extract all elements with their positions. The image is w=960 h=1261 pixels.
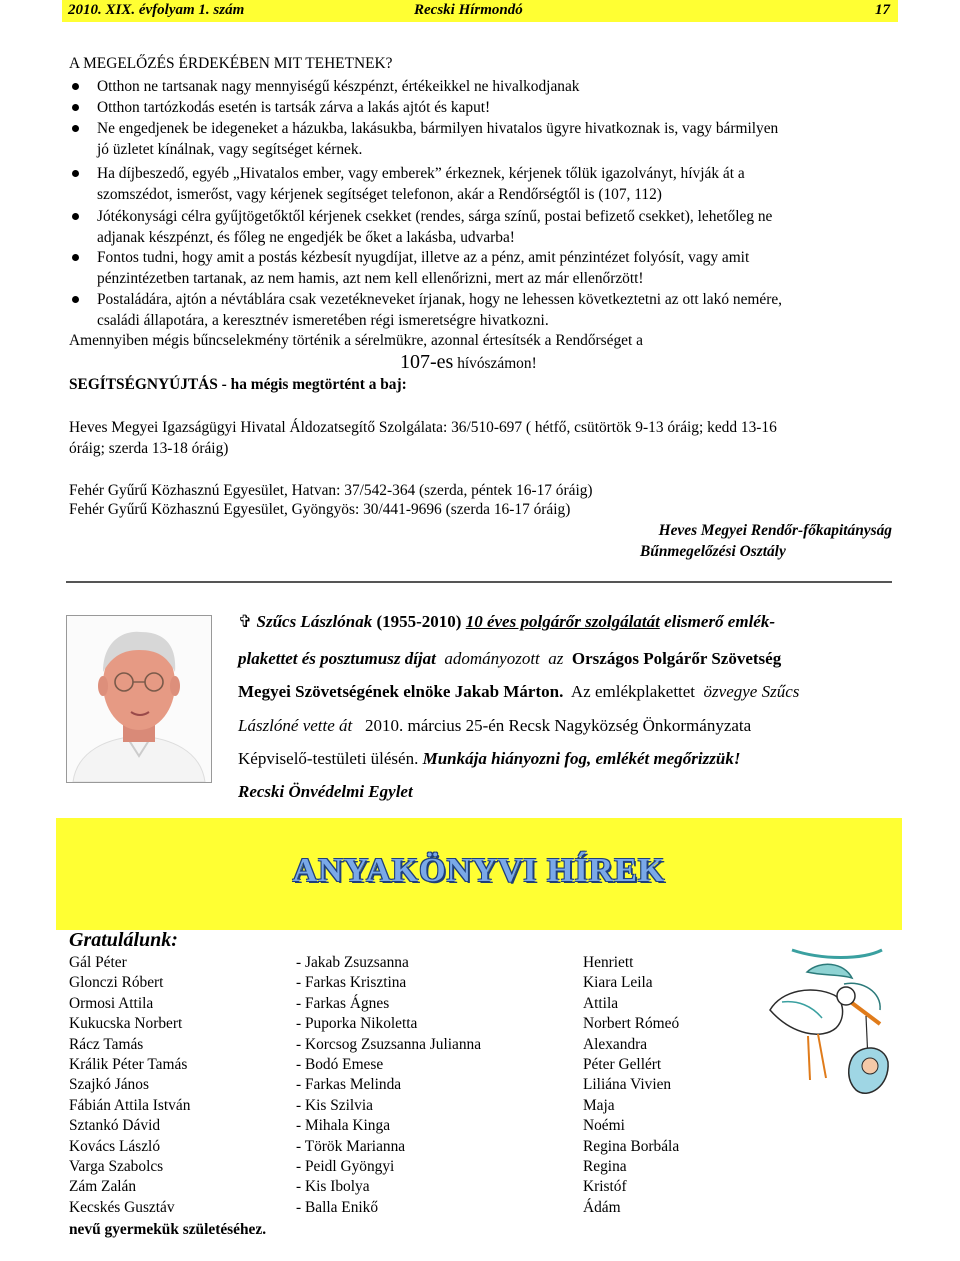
child-name: Kiara Leila (583, 974, 653, 992)
prevention-bullet-text: Ne engedjenek be idegeneket a házukba, lakásukba, bármilyen hivatalos ügyre hivatkoznak is, vagy bármilyen (97, 120, 779, 137)
child-name: Maja (583, 1096, 615, 1114)
memorial-text: Megyei Szövetségének elnöke Jakab Márton. (238, 682, 564, 701)
bullet-icon (72, 104, 79, 111)
stork-icon (752, 940, 892, 1110)
prevention-bullet-text: adjanak készpénzt, és főleg ne engedjék be őket a lakásba, udvarba! (97, 229, 515, 246)
organization-name: Országos Polgárőr Szövetség (571, 649, 782, 668)
prevention-bullet-text: családi állapotára, a keresztnév ismeretében régi ismeretségre hivatkozni. (97, 312, 549, 329)
mothers-column (296, 953, 481, 1218)
crime-notice: Amennyiben mégis bűncselekmény történik a sérelmükre, azonnal értesítsék a Rendőrséget a (69, 332, 643, 349)
memorial-line-1 (238, 612, 775, 632)
child-name: Regina Borbála (583, 1137, 680, 1155)
memorial-text: az (548, 649, 564, 668)
memorial-text: Képviselő-testületi ülésén. (238, 749, 419, 768)
father-name: Fábián Attila István (69, 1096, 191, 1114)
child-name: Péter Gellért (583, 1056, 662, 1074)
help-line: Fehér Gyűrű Közhasznú Egyesület, Gyöngyös: 30/441-9696 (szerda 16-17 óráig) (69, 501, 571, 518)
honoree-name: Szűcs Lászlónak (256, 612, 373, 631)
bullet-icon (72, 125, 79, 132)
mother-name: - Bodó Emese (296, 1056, 384, 1074)
father-name: Varga Szabolcs (69, 1158, 164, 1176)
father-name: Sztankó Dávid (69, 1117, 161, 1135)
father-name: Rácz Tamás (69, 1035, 144, 1053)
bullet-icon (72, 213, 79, 220)
memorial-line-4 (238, 716, 751, 736)
mother-name: - Török Marianna (296, 1137, 406, 1155)
prevention-bullet-text: Postaládára, ajtón a névtáblára csak vezetékneveket írjanak, hogy ne lehessen következtetni az ott lakó nemére, (97, 291, 783, 308)
prevention-bullet-text: pénzintézetben tartanak, az nem hamis, azt nem kell ellenőrizni, mert az már ellenőrzött! (97, 270, 644, 287)
child-name: Alexandra (583, 1035, 648, 1053)
help-title: SEGÍTSÉGNYÚJTÁS - ha mégis megtörtént a baj: (69, 376, 407, 393)
congratulations-heading: Gratulálunk: (69, 929, 178, 951)
children-column (583, 953, 679, 1218)
help-line: óráig; szerda 13-18 óráig) (69, 440, 229, 457)
fathers-column (69, 953, 190, 1218)
memorial-text: plakettet és posztumusz díjat (238, 649, 436, 668)
bullet-icon (72, 254, 79, 261)
child-name: Noémi (583, 1117, 625, 1135)
child-name: Attila (583, 994, 619, 1012)
mother-name: - Kis Ibolya (296, 1178, 370, 1196)
father-name: Ormosi Attila (69, 994, 154, 1012)
honoree-years: (1955-2010) (376, 612, 462, 631)
child-name: Norbert Rómeó (583, 1015, 680, 1033)
acknowledged-text: elismerő emlék- (664, 612, 776, 631)
page-number: 17 (875, 2, 890, 18)
police-signature: Heves Megyei Rendőr-főkapitányság (658, 522, 892, 539)
issue-label: 2010. XIX. évfolyam 1. szám (68, 2, 245, 18)
memorial-text: adományozott (444, 649, 540, 668)
mother-name: - Farkas Melinda (296, 1076, 402, 1094)
mother-name: - Farkas Krisztina (296, 974, 407, 992)
father-name: Kecskés Gusztáv (69, 1198, 175, 1216)
memorial-text: Az emlékplakettet (570, 682, 696, 701)
phone-suffix: hívószámon! (457, 355, 537, 372)
registry-closing: nevű gyermekük születéséhez. (69, 1221, 267, 1238)
memorial-text: özvegye Szűcs (703, 682, 800, 701)
mother-name: - Balla Enikő (296, 1198, 379, 1216)
section-divider (66, 581, 892, 583)
father-name: Králik Péter Tamás (69, 1056, 188, 1074)
prevention-bullet-text: Ha díjbeszedő, egyéb „Hivatalos ember, vagy emberek” érkeznek, kérjenek tőlük igazolványt, hívják át a (97, 165, 745, 182)
prevention-bullet-text: jó üzletet kínálnak, vagy segítséget kérnek. (97, 141, 363, 158)
prevention-title: A MEGELŐZÉS ÉRDEKÉBEN MIT TEHETNEK? (69, 55, 393, 72)
publication-title: Recski Hírmondó (414, 2, 523, 18)
bullet-icon (72, 83, 79, 90)
memorial-line-5 (238, 749, 740, 769)
mother-name: - Jakab Zsuzsanna (296, 954, 409, 971)
father-name: Kukucska Norbert (69, 1015, 183, 1033)
mother-name: - Korcsog Zsuzsanna Julianna (296, 1035, 482, 1053)
memorial-text: 2010. március 25-én Recsk Nagyközség Önkormányzata (365, 716, 752, 735)
page-header (62, 0, 898, 22)
child-name: Kristóf (583, 1178, 627, 1196)
registry-banner-title: ANYAKÖNYVI HÍREK (292, 852, 666, 889)
service-years: 10 éves polgárőr szolgálatát (465, 612, 660, 631)
prevention-bullet-text: Jótékonysági célra gyűjtögetőktől kérjenek csekket (rendes, sárga színű, postai befizető csekket), lehetőleg ne (97, 208, 773, 225)
cross-icon: ✞ (238, 612, 253, 631)
memorial-signature: Recski Önvédelmi Egylet (238, 782, 413, 801)
emergency-number (400, 352, 537, 374)
child-name: Henriett (583, 954, 634, 971)
memorial-closing: Munkája hiányozni fog, emlékét megőrizzük! (422, 749, 741, 768)
child-name: Ádám (583, 1198, 621, 1216)
father-name: Kovács László (69, 1137, 161, 1155)
mother-name: - Puporka Nikoletta (296, 1015, 418, 1033)
prevention-bullet-text: Fontos tudni, hogy amit a postás kézbesít nyugdíjat, illetve az a pénz, amit pénzintézet folyósít, vagy amit (97, 249, 750, 266)
father-name: Glonczi Róbert (69, 974, 164, 992)
mother-name: - Mihala Kinga (296, 1117, 391, 1135)
child-name: Regina (583, 1158, 627, 1176)
memorial-line-2 (238, 649, 781, 669)
portrait-photo (66, 615, 212, 783)
father-name: Gál Péter (69, 954, 127, 971)
memorial-line-3 (238, 682, 799, 702)
father-name: Szajkó János (69, 1076, 149, 1094)
memorial-text: Lászlóné vette át (238, 716, 353, 735)
registry-banner (56, 818, 902, 930)
help-line: Heves Megyei Igazságügyi Hivatal Áldozatsegítő Szolgálata: 36/510-697 ( hétfő, csütörtök 9-13 óráig; kedd 13-16 (69, 419, 777, 436)
mother-name: - Peidl Gyöngyi (296, 1158, 395, 1176)
mother-name: - Kis Szilvia (296, 1096, 373, 1114)
father-name: Zám Zalán (69, 1178, 137, 1196)
bullet-icon (72, 296, 79, 303)
prevention-bullet-text: szomszédot, ismerőst, vagy kérjenek segítséget telefonon, akár a Rendőrségtől is (107, 112) (97, 186, 662, 203)
prevention-bullet-text: Otthon ne tartsanak nagy mennyiségű készpénzt, értékeikkel ne hivalkodjanak (97, 78, 580, 95)
mother-name: - Farkas Ágnes (296, 994, 390, 1012)
help-line: Fehér Gyűrű Közhasznú Egyesület, Hatvan: 37/542-364 (szerda, péntek 16-17 óráig) (69, 482, 593, 499)
child-name: Liliána Vivien (583, 1076, 672, 1094)
police-department: Bűnmegelőzési Osztály (640, 543, 786, 560)
bullet-icon (72, 170, 79, 177)
phone-number: 107-es (400, 351, 454, 373)
prevention-bullet-text: Otthon tartózkodás esetén is tartsák zárva a lakás ajtót és kaput! (97, 99, 491, 116)
